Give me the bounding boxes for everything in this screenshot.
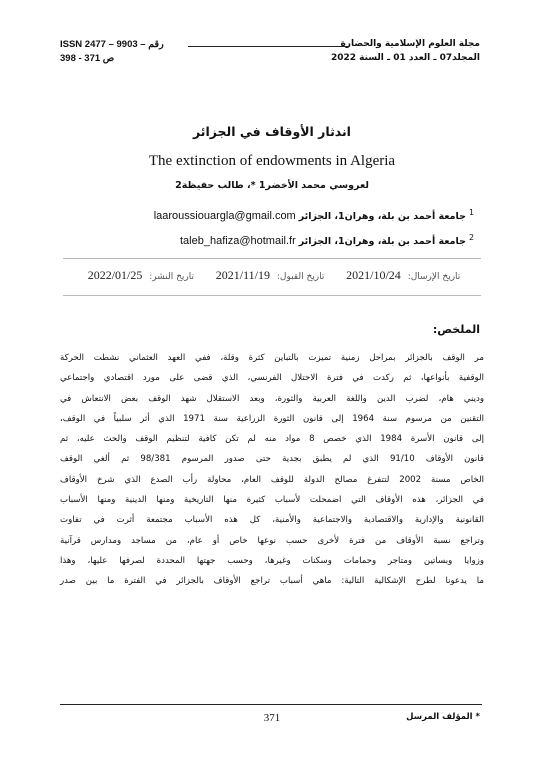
abstract-body [60,348,484,592]
affiliation-email[interactable]: laaroussiouargla@gmail.com [153,210,296,223]
affiliation-2 [180,233,474,247]
abstract-line: مر الوقف بالجزائر بمراحل زمنية تميزت بالتباين كثرة وقلة، ففي العهد العثماني نشطت الحركة [60,353,484,363]
volume-issue-year: المجلد07 ـ العدد 01 ـ السنة 2022 [330,53,480,63]
corresponding-author-note: * المؤلف المرسل [406,712,480,722]
affiliation-number: 2 [468,233,474,242]
abstract-line: قانون الأوقاف 91/10 الذي لم يطبق بجدية حتى صدور المرسوم 98/381 ثم ألغي الوقف [60,454,484,465]
abstract-line: الوقفية بأنواعها، ثم ركدت في فترة الاحتلال الفرنسي، الذي قضى على مورد اقتصادي واجتماعي [60,373,484,384]
dates-line [0,268,544,283]
affiliation-number: 1 [468,208,474,217]
affiliation-institution: جامعة أحمد بن بلة، وهران1، الجزائر [298,236,466,248]
abstract-line: وزوايا وبساتين ومتاجر وحمامات وسكنات وغيرها، وحسب جهتها المحددة لصرفها عليها، وهذا [60,555,484,566]
footer-rule [60,704,482,705]
published-label: تاريخ النشر: [149,272,195,282]
abstract-heading: الملخص: [432,323,480,336]
affiliation-1 [154,208,474,222]
affiliation-email[interactable]: taleb_hafiza@hotmail.fr [180,235,296,248]
accepted-label: تاريخ القبول: [276,272,325,282]
title-english: The extinction of endowments in Algeria [148,153,396,169]
header-rule [188,46,348,47]
issn-line: ISSN 2477 – 9903 – رقم [60,39,164,50]
published-date: 2022/01/25 [87,268,143,282]
sent-label: تاريخ الإرسال: [407,272,461,282]
affiliation-institution: جامعة أحمد بن بلة، وهران1، الجزائر [298,211,466,223]
abstract-line: القانونية والإدارية والاقتصادية والاجتماعية والأمنية، كل هذه الأسباب مجتمعة أثرت في تفاوت [60,515,484,526]
page-number: 371 [263,712,281,724]
abstract-line: التقنين من مرسوم سنة 1964 إلى قانون الثورة الزراعية سنة 1971 الذي أثر سلبياً في الوقف، [60,413,484,424]
abstract-line: في الجزائر، هذه الأوقاف التي اضمحلت لأسباب كثيرة منها التاريخية ومنها الدينية ومنها الأسباب [60,495,484,506]
page-range: 398 - 371 ص [60,53,115,64]
title-arabic: اندثار الأوقاف في الجزائر [193,124,351,139]
accepted-date: 2021/11/19 [215,268,270,282]
sent-date: 2021/10/24 [346,268,401,282]
abstract-line: إلى قانون الأسرة 1984 الذي خصص 8 مواد منه لم تكن كافية لتنظيم الوقف والحث عليه، ثم [60,434,485,445]
authors-line: لعروسي محمد الأخضر1 *، طالب حفيظة2 [175,180,369,191]
abstract-line: وديني هام، لضرب الدين واللغة العربية والثورة، وبعد الاستقلال شهد الوقف بعض الانتعاش في [60,393,484,404]
abstract-line: ما يدعونا لطرح الإشكالية التالية: ماهي أسباب تراجع الأوقاف بالجزائر في الفترة ما بين صدر [60,576,484,587]
abstract-line: وتراجع نسبة الأوقاف من فترة لأخرى حسب نوعها خاص أو عام، من مساجد ومدارس قرآنية [60,535,484,546]
journal-name: مجلة العلوم الإسلامية والحضارة [340,39,480,49]
abstract-line: الخاص مسنة 2002 لتتفرغ مصالح الدولة للوقف العام، محاولة رأب الصدع الذي شرخ الأوقاف [60,474,484,485]
